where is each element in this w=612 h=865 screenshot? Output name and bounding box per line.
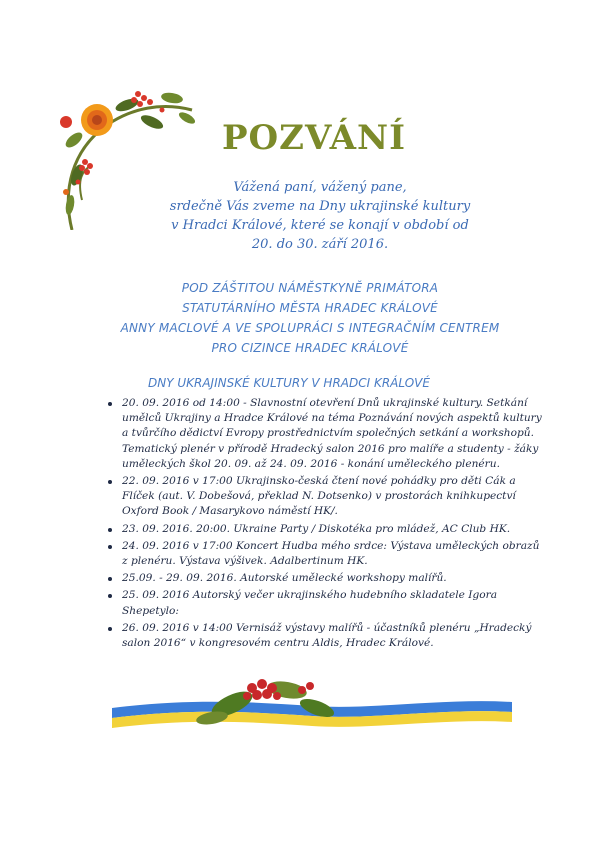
event-item xyxy=(106,474,546,520)
event-item xyxy=(106,522,546,537)
bullet-icon xyxy=(108,577,112,581)
bullet-icon xyxy=(108,545,112,549)
patronage-line: STATUTÁRNÍHO MĚSTA HRADEC KRÁLOVÉ xyxy=(182,301,438,315)
event-text: 25. 09. 2016 Autorský večer ukrajinského hudebního skladatele Igora Shepetylo: xyxy=(122,589,498,617)
program-heading: DNY UKRAJINSKÉ KULTURY V HRADCI KRÁLOVÉ xyxy=(148,376,430,390)
greeting-line: v Hradci Králové, které se konají v období od xyxy=(171,218,469,233)
page-title: POZVÁNÍ xyxy=(221,118,407,158)
event-text: 20. 09. 2016 od 14:00 - Slavnostní otevření Dnů ukrajinské kultury. Setkání umělců Ukrajiny a Hradce Králové na téma Poznávání nových aspektů kultury a tvůrčího dědictví Evropy prostřednictvím společných setkání a workshopů. Tematický plenér v přírodě Hradecký salon 2016 pro malíře a studenty - žáky uměleckých škol 20. 09. až 24. 09. 2016 - konání uměleckého plenéru. xyxy=(122,397,542,470)
event-text: 25.09. - 29. 09. 2016. Autorské umělecké workshopy malířů. xyxy=(122,572,447,585)
event-item xyxy=(106,588,546,618)
event-text: 24. 09. 2016 v 17:00 Koncert Hudba mého srdce: Výstava uměleckých obrazů z plenéru. Výstava výšivek. Adalbertinum HK. xyxy=(122,539,540,568)
greeting-line: srdečně Vás zveme na Dny ukrajinské kultury xyxy=(169,199,471,214)
event-text: 23. 09. 2016. 20:00. Ukraine Party / Diskotéka pro mládež, AC Club HK. xyxy=(122,522,511,535)
greeting-line: Vážená paní, vážený pane, xyxy=(233,180,407,195)
bullet-icon xyxy=(108,528,112,532)
event-item xyxy=(106,571,546,586)
event-text: 22. 09. 2016 v 17:00 Ukrajinsko-česká čtení nové pohádky pro děti Cák a Flíček (aut. V. Dobešová, překlad N. Dotsenko) v prostorách knihkupectví Oxford Book / Masarykovo náměstí HK/. xyxy=(122,475,516,518)
patronage-line: ANNY MACLOVÉ A VE SPOLUPRÁCI S INTEGRAČNÍM CENTREM xyxy=(120,321,500,335)
greeting-line: 20. do 30. září 2016. xyxy=(251,237,389,252)
patronage-line: POD ZÁŠTITOU NÁMĚSTKYNĚ PRIMÁTORA xyxy=(181,281,439,295)
patronage-line: PRO CIZINCE HRADEC KRÁLOVÉ xyxy=(211,341,409,355)
bullet-icon xyxy=(108,594,112,598)
event-text: 26. 09. 2016 v 14:00 Vernisáž výstavy malířů - účastníků plenéru „Hradecký salon 2016“ v kongresovém centru Aldis, Hradec Králové. xyxy=(122,621,532,650)
patronage-block xyxy=(90,278,530,358)
event-item xyxy=(106,396,546,472)
greeting xyxy=(150,178,490,254)
event-item xyxy=(106,621,546,651)
bullet-icon xyxy=(108,627,112,631)
bullet-icon xyxy=(108,402,112,406)
event-item xyxy=(106,539,546,569)
event-list xyxy=(106,396,546,653)
bullet-icon xyxy=(108,480,112,484)
ukrainian-ribbon-icon xyxy=(112,668,512,738)
